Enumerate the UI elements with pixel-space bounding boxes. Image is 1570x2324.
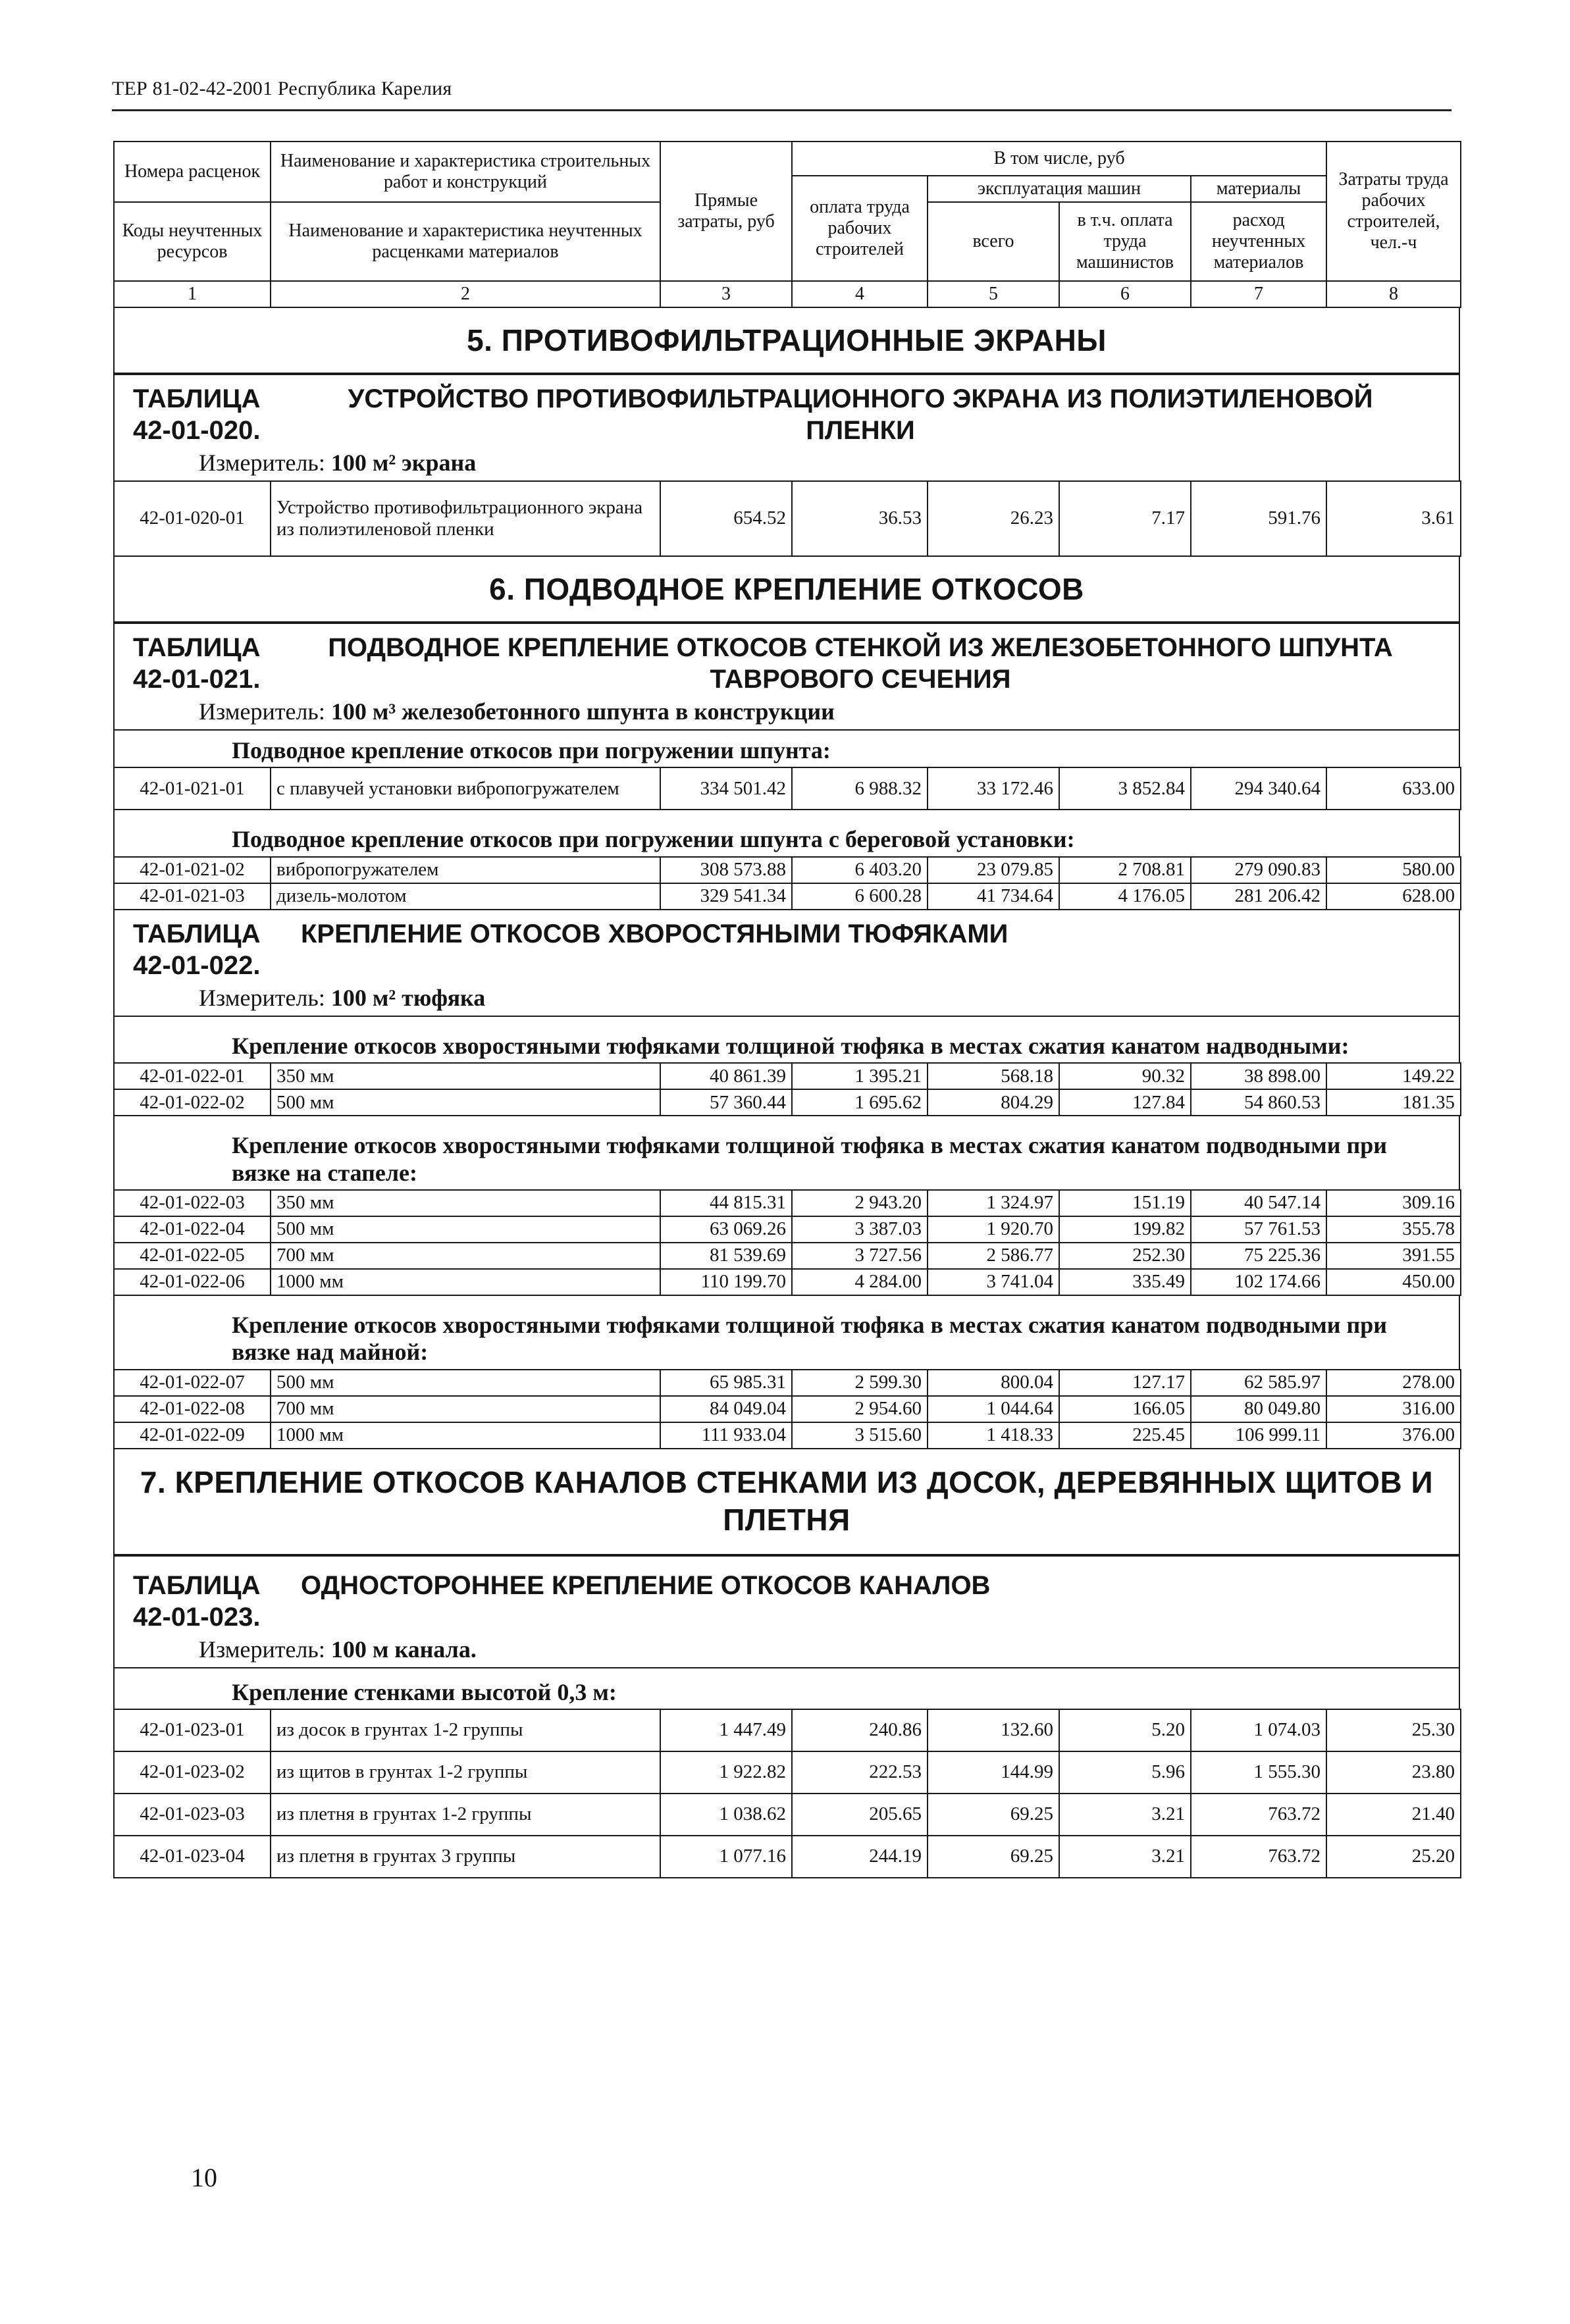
- worker-pay: 2 599.30: [792, 1370, 928, 1396]
- header-operator-pay: в т.ч. оплата труда машинистов: [1059, 202, 1191, 281]
- rate-row: [114, 1216, 1461, 1243]
- labor-hours: 633.00: [1326, 767, 1461, 810]
- machines-total: 3 741.04: [928, 1269, 1059, 1295]
- machines-total: 1 418.33: [928, 1422, 1059, 1449]
- labor-hours: 391.55: [1326, 1243, 1461, 1269]
- header-direct-costs: Прямые затраты, руб: [660, 142, 792, 281]
- table-022-title: КРЕПЛЕНИЕ ОТКОСОВ ХВОРОСТЯНЫМИ ТЮФЯКАМИ: [301, 919, 1008, 948]
- operator-pay: 7.17: [1059, 481, 1191, 556]
- rate-description: 500 мм: [271, 1216, 660, 1243]
- worker-pay: 2 954.60: [792, 1396, 928, 1422]
- rate-description: из плетня в грунтах 1-2 группы: [271, 1794, 660, 1836]
- material-cost: 75 225.36: [1191, 1243, 1326, 1269]
- rate-row: [114, 1089, 1461, 1116]
- table-020-heading: [113, 374, 1460, 446]
- table-021-label: ТАБЛИЦА 42-01-021.: [133, 633, 261, 694]
- material-cost: 1 074.03: [1191, 1709, 1326, 1751]
- operator-pay: 166.05: [1059, 1396, 1191, 1422]
- direct-costs: 329 541.34: [660, 883, 792, 910]
- operator-pay: 335.49: [1059, 1269, 1191, 1295]
- operator-pay: 252.30: [1059, 1243, 1191, 1269]
- table-021-part-2-body: [114, 857, 1461, 910]
- header-rule: [112, 109, 1452, 111]
- rate-row: [114, 767, 1461, 810]
- rate-description: 500 мм: [271, 1370, 660, 1396]
- unit-value: 100 м канала.: [330, 1636, 477, 1663]
- unit-prefix: Измеритель:: [199, 698, 325, 725]
- rate-code: 42-01-022-04: [114, 1216, 271, 1243]
- rate-row: [114, 857, 1461, 883]
- direct-costs: 81 539.69: [660, 1243, 792, 1269]
- table-021-group-1: Подводное крепление откосов при погружении шпунта:: [113, 729, 1460, 767]
- material-cost: 591.76: [1191, 481, 1326, 556]
- operator-pay: 2 708.81: [1059, 857, 1191, 883]
- header-materials: материалы: [1191, 176, 1326, 202]
- labor-hours: 3.61: [1326, 481, 1461, 556]
- rate-description: 700 мм: [271, 1243, 660, 1269]
- worker-pay: 222.53: [792, 1751, 928, 1794]
- table-021-title: ПОДВОДНОЕ КРЕПЛЕНИЕ ОТКОСОВ СТЕНКОЙ ИЗ ЖЕЛЕЗОБЕТОННОГО ШПУНТА ТАВРОВОГО СЕЧЕНИЯ: [328, 633, 1393, 694]
- machines-total: 23 079.85: [928, 857, 1059, 883]
- labor-hours: 316.00: [1326, 1396, 1461, 1422]
- operator-pay: 3 852.84: [1059, 767, 1191, 810]
- col-number: 4: [792, 281, 928, 307]
- column-header-table: [113, 141, 1461, 308]
- machines-total: 804.29: [928, 1089, 1059, 1116]
- worker-pay: 240.86: [792, 1709, 928, 1751]
- table-023-group-1: Крепление стенками высотой 0,3 м:: [113, 1667, 1460, 1709]
- worker-pay: 244.19: [792, 1836, 928, 1878]
- rate-description: из плетня в грунтах 3 группы: [271, 1836, 660, 1878]
- header-material-name: Наименование и характеристика неучтенных расценками материалов: [271, 202, 660, 281]
- rate-row: [114, 1370, 1461, 1396]
- worker-pay: 3 727.56: [792, 1243, 928, 1269]
- labor-hours: 376.00: [1326, 1422, 1461, 1449]
- rate-code: 42-01-021-01: [114, 767, 271, 810]
- rate-code: 42-01-023-04: [114, 1836, 271, 1878]
- header-material-usage: расход неучтенных материалов: [1191, 202, 1326, 281]
- rate-row: [114, 1396, 1461, 1422]
- unit-prefix: Измеритель:: [199, 450, 325, 476]
- worker-pay: 6 988.32: [792, 767, 928, 810]
- worker-pay: 3 515.60: [792, 1422, 928, 1449]
- direct-costs: 334 501.42: [660, 767, 792, 810]
- rate-code: 42-01-021-02: [114, 857, 271, 883]
- rate-code: 42-01-022-01: [114, 1063, 271, 1089]
- section-5-title: 5. ПРОТИВОФИЛЬТРАЦИОННЫЕ ЭКРАНЫ: [113, 308, 1460, 374]
- table-021-group-2: Подводное крепление откосов при погружении шпунта с береговой установки:: [113, 810, 1460, 856]
- machines-total: 33 172.46: [928, 767, 1059, 810]
- table-023: [113, 1709, 1461, 1878]
- machines-total: 1 324.97: [928, 1190, 1059, 1216]
- machines-total: 2 586.77: [928, 1243, 1059, 1269]
- price-tables-frame: [113, 141, 1460, 1878]
- table-020: [113, 480, 1461, 557]
- table-022-unit: [113, 981, 1460, 1016]
- header-resource-codes: Коды неучтенных ресурсов: [114, 202, 271, 281]
- col-number: 5: [928, 281, 1059, 307]
- table-021-part-1: [113, 767, 1461, 810]
- operator-pay: 3.21: [1059, 1794, 1191, 1836]
- header-machine-operation: эксплуатация машин: [928, 176, 1191, 202]
- header-machines-total: всего: [928, 202, 1059, 281]
- rate-code: 42-01-022-02: [114, 1089, 271, 1116]
- labor-hours: 25.30: [1326, 1709, 1461, 1751]
- rate-row: [114, 1836, 1461, 1878]
- operator-pay: 127.17: [1059, 1370, 1191, 1396]
- operator-pay: 5.96: [1059, 1751, 1191, 1794]
- machines-total: 568.18: [928, 1063, 1059, 1089]
- header-worker-pay: оплата труда рабочих строителей: [792, 176, 928, 281]
- machines-total: 69.25: [928, 1794, 1059, 1836]
- rate-code: 42-01-022-05: [114, 1243, 271, 1269]
- table-023-label: ТАБЛИЦА 42-01-023.: [133, 1570, 261, 1632]
- direct-costs: 65 985.31: [660, 1370, 792, 1396]
- rate-code: 42-01-023-03: [114, 1794, 271, 1836]
- rate-code: 42-01-022-06: [114, 1269, 271, 1295]
- rate-description: 350 мм: [271, 1190, 660, 1216]
- rate-description: 1000 мм: [271, 1422, 660, 1449]
- rate-description: 500 мм: [271, 1089, 660, 1116]
- material-cost: 281 206.42: [1191, 883, 1326, 910]
- material-cost: 62 585.97: [1191, 1370, 1326, 1396]
- direct-costs: 1 077.16: [660, 1836, 792, 1878]
- labor-hours: 580.00: [1326, 857, 1461, 883]
- direct-costs: 1 447.49: [660, 1709, 792, 1751]
- machines-total: 144.99: [928, 1751, 1059, 1794]
- rate-code: 42-01-022-07: [114, 1370, 271, 1396]
- rate-row: [114, 883, 1461, 910]
- labor-hours: 181.35: [1326, 1089, 1461, 1116]
- rate-row: [114, 1190, 1461, 1216]
- machines-total: 69.25: [928, 1836, 1059, 1878]
- operator-pay: 225.45: [1059, 1422, 1191, 1449]
- table-022-group-1: Крепление откосов хворостяными тюфяками толщиной тюфяка в местах сжатия канатом надводными:: [113, 1016, 1460, 1062]
- material-cost: 38 898.00: [1191, 1063, 1326, 1089]
- direct-costs: 308 573.88: [660, 857, 792, 883]
- rate-row: [114, 481, 1461, 556]
- rate-row: [114, 1422, 1461, 1449]
- table-022-part-2: [113, 1189, 1461, 1296]
- worker-pay: 1 695.62: [792, 1089, 928, 1116]
- direct-costs: 63 069.26: [660, 1216, 792, 1243]
- col-number: 7: [1191, 281, 1326, 307]
- table-022-part-1-body: [114, 1063, 1461, 1116]
- worker-pay: 4 284.00: [792, 1269, 928, 1295]
- labor-hours: 628.00: [1326, 883, 1461, 910]
- table-023-title: ОДНОСТОРОННЕЕ КРЕПЛЕНИЕ ОТКОСОВ КАНАЛОВ: [301, 1570, 991, 1600]
- operator-pay: 127.84: [1059, 1089, 1191, 1116]
- rate-code: 42-01-021-03: [114, 883, 271, 910]
- rate-description: вибропогружателем: [271, 857, 660, 883]
- worker-pay: 2 943.20: [792, 1190, 928, 1216]
- direct-costs: 84 049.04: [660, 1396, 792, 1422]
- material-cost: 80 049.80: [1191, 1396, 1326, 1422]
- direct-costs: 654.52: [660, 481, 792, 556]
- col-number: 8: [1326, 281, 1461, 307]
- rate-description: дизель-молотом: [271, 883, 660, 910]
- rate-description: из щитов в грунтах 1-2 группы: [271, 1751, 660, 1794]
- direct-costs: 57 360.44: [660, 1089, 792, 1116]
- running-head: ТЕР 81-02-42-2001 Республика Карелия: [112, 78, 452, 99]
- direct-costs: 40 861.39: [660, 1063, 792, 1089]
- header-including: В том числе, руб: [792, 142, 1326, 176]
- worker-pay: 1 395.21: [792, 1063, 928, 1089]
- unit-value: 100 м³ железобетонного шпунта в конструкции: [330, 698, 835, 725]
- rate-code: 42-01-022-09: [114, 1422, 271, 1449]
- worker-pay: 3 387.03: [792, 1216, 928, 1243]
- table-022-part-3-body: [114, 1370, 1461, 1449]
- header-labor-hours: Затраты труда рабочих строителей, чел.-ч: [1326, 142, 1461, 281]
- material-cost: 1 555.30: [1191, 1751, 1326, 1794]
- worker-pay: 6 600.28: [792, 883, 928, 910]
- unit-value: 100 м² тюфяка: [330, 984, 486, 1011]
- operator-pay: 5.20: [1059, 1709, 1191, 1751]
- rate-code: 42-01-022-03: [114, 1190, 271, 1216]
- labor-hours: 23.80: [1326, 1751, 1461, 1794]
- rate-code: 42-01-023-01: [114, 1709, 271, 1751]
- material-cost: 294 340.64: [1191, 767, 1326, 810]
- rate-row: [114, 1243, 1461, 1269]
- table-022-group-3: Крепление откосов хворостяными тюфяками толщиной тюфяка в местах сжатия канатом подводными при вязке над майной:: [113, 1296, 1460, 1369]
- direct-costs: 1 038.62: [660, 1794, 792, 1836]
- direct-costs: 111 933.04: [660, 1422, 792, 1449]
- col-number: 6: [1059, 281, 1191, 307]
- table-020-title: УСТРОЙСТВО ПРОТИВОФИЛЬТРАЦИОННОГО ЭКРАНА ИЗ ПОЛИЭТИЛЕНОВОЙ ПЛЕНКИ: [348, 384, 1373, 445]
- table-022-group-2: Крепление откосов хворостяными тюфяками толщиной тюфяка в местах сжатия канатом подводными при вязке на стапеле:: [113, 1116, 1460, 1189]
- col-number: 1: [114, 281, 271, 307]
- machines-total: 41 734.64: [928, 883, 1059, 910]
- direct-costs: 110 199.70: [660, 1269, 792, 1295]
- col-number: 3: [660, 281, 792, 307]
- rate-description: 1000 мм: [271, 1269, 660, 1295]
- operator-pay: 90.32: [1059, 1063, 1191, 1089]
- labor-hours: 309.16: [1326, 1190, 1461, 1216]
- table-023-body: [114, 1709, 1461, 1878]
- unit-value: 100 м² экрана: [330, 450, 477, 476]
- labor-hours: 278.00: [1326, 1370, 1461, 1396]
- material-cost: 40 547.14: [1191, 1190, 1326, 1216]
- operator-pay: 199.82: [1059, 1216, 1191, 1243]
- table-023-unit: [113, 1633, 1460, 1667]
- rate-row: [114, 1269, 1461, 1295]
- section-7-title: 7. КРЕПЛЕНИЕ ОТКОСОВ КАНАЛОВ СТЕНКАМИ ИЗ ДОСОК, ДЕРЕВЯННЫХ ЩИТОВ И ПЛЕТНЯ: [113, 1449, 1460, 1555]
- table-023-heading: [113, 1555, 1460, 1633]
- table-020-body: [114, 481, 1461, 556]
- operator-pay: 3.21: [1059, 1836, 1191, 1878]
- section-6-title: 6. ПОДВОДНОЕ КРЕПЛЕНИЕ ОТКОСОВ: [113, 557, 1460, 623]
- rate-description: 350 мм: [271, 1063, 660, 1089]
- table-020-label: ТАБЛИЦА 42-01-020.: [133, 384, 261, 445]
- rate-row: [114, 1063, 1461, 1089]
- direct-costs: 44 815.31: [660, 1190, 792, 1216]
- material-cost: 57 761.53: [1191, 1216, 1326, 1243]
- material-cost: 106 999.11: [1191, 1422, 1326, 1449]
- rate-row: [114, 1709, 1461, 1751]
- rate-code: 42-01-020-01: [114, 481, 271, 556]
- worker-pay: 36.53: [792, 481, 928, 556]
- material-cost: 763.72: [1191, 1794, 1326, 1836]
- table-020-unit: [113, 446, 1460, 480]
- col-number: 2: [271, 281, 660, 307]
- page-number: 10: [191, 2163, 217, 2192]
- material-cost: 763.72: [1191, 1836, 1326, 1878]
- material-cost: 54 860.53: [1191, 1089, 1326, 1116]
- rate-description: Устройство противофильтрационного экрана из полиэтиленовой пленки: [271, 481, 660, 556]
- rate-code: 42-01-022-08: [114, 1396, 271, 1422]
- rate-code: 42-01-023-02: [114, 1751, 271, 1794]
- labor-hours: 25.20: [1326, 1836, 1461, 1878]
- rate-row: [114, 1794, 1461, 1836]
- rate-row: [114, 1751, 1461, 1794]
- unit-prefix: Измеритель:: [199, 984, 325, 1011]
- material-cost: 279 090.83: [1191, 857, 1326, 883]
- labor-hours: 149.22: [1326, 1063, 1461, 1089]
- table-021-heading: [113, 623, 1460, 695]
- header-rate-number: Номера расценок: [114, 142, 271, 202]
- machines-total: 1 044.64: [928, 1396, 1059, 1422]
- machines-total: 800.04: [928, 1370, 1059, 1396]
- table-022-part-3: [113, 1369, 1461, 1449]
- operator-pay: 151.19: [1059, 1190, 1191, 1216]
- table-021-part-1-body: [114, 767, 1461, 810]
- worker-pay: 6 403.20: [792, 857, 928, 883]
- table-021-unit: [113, 695, 1460, 729]
- table-021-part-2: [113, 856, 1461, 910]
- table-022-part-2-body: [114, 1190, 1461, 1295]
- machines-total: 26.23: [928, 481, 1059, 556]
- labor-hours: 21.40: [1326, 1794, 1461, 1836]
- table-022-heading: [113, 910, 1460, 981]
- header-work-name: Наименование и характеристика строительных работ и конструкций: [271, 142, 660, 202]
- table-022-part-1: [113, 1062, 1461, 1116]
- labor-hours: 450.00: [1326, 1269, 1461, 1295]
- labor-hours: 355.78: [1326, 1216, 1461, 1243]
- rate-description: из досок в грунтах 1-2 группы: [271, 1709, 660, 1751]
- table-022-label: ТАБЛИЦА 42-01-022.: [133, 919, 261, 980]
- material-cost: 102 174.66: [1191, 1269, 1326, 1295]
- machines-total: 1 920.70: [928, 1216, 1059, 1243]
- unit-prefix: Измеритель:: [199, 1636, 325, 1663]
- machines-total: 132.60: [928, 1709, 1059, 1751]
- worker-pay: 205.65: [792, 1794, 928, 1836]
- rate-description: с плавучей установки вибропогружателем: [271, 767, 660, 810]
- rate-description: 700 мм: [271, 1396, 660, 1422]
- operator-pay: 4 176.05: [1059, 883, 1191, 910]
- direct-costs: 1 922.82: [660, 1751, 792, 1794]
